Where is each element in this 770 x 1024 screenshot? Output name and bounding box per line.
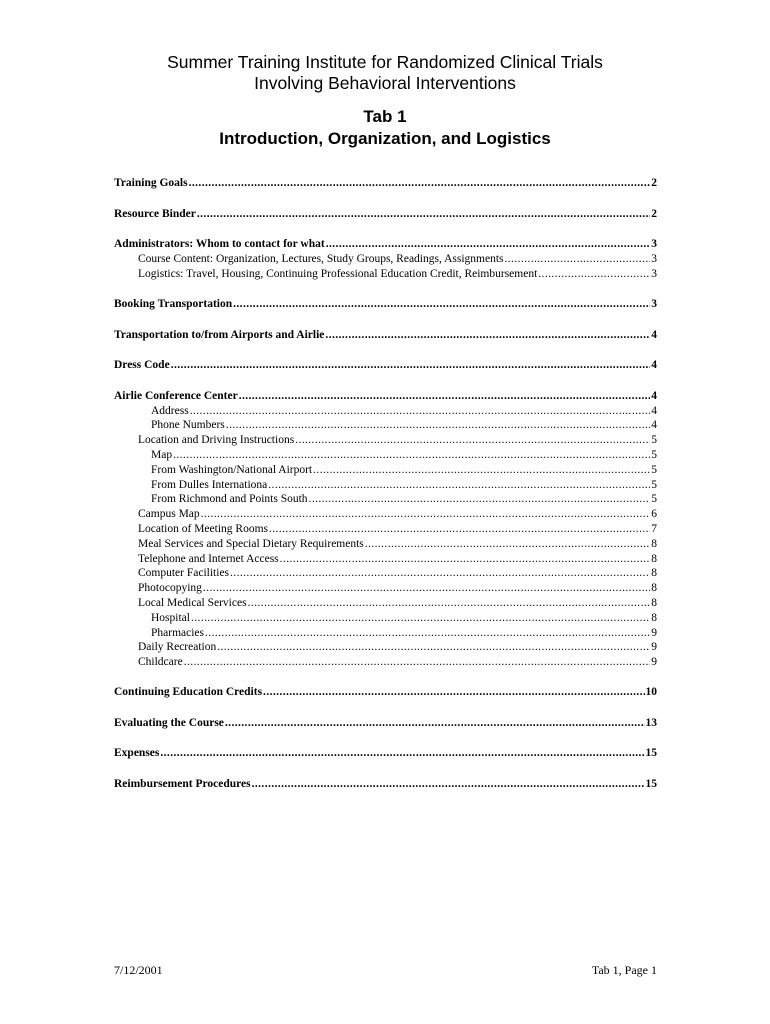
toc-entry-page: 8 (651, 537, 657, 550)
toc-entry-label: Photocopying (138, 582, 202, 595)
toc-section-entry (114, 746, 657, 761)
toc-subsection-entry (114, 267, 657, 282)
document-header (0, 52, 770, 150)
toc-entry-page: 4 (651, 389, 657, 402)
toc-spacer (114, 282, 657, 298)
toc-entry-page: 8 (651, 582, 657, 595)
toc-entry-label: Training Goals (114, 177, 188, 189)
toc-entry-label: Address (151, 404, 189, 417)
toc-entry-page: 4 (651, 404, 657, 417)
toc-leader-dots (295, 433, 650, 448)
toc-leader-dots (325, 328, 650, 343)
toc-leader-dots (203, 581, 650, 596)
toc-spacer (114, 373, 657, 389)
toc-entry-label: Transportation to/from Airports and Airlie (114, 328, 325, 341)
toc-entry-label: Resource Binder (114, 207, 196, 220)
toc-spacer (114, 670, 657, 686)
toc-subsection-entry (114, 640, 657, 655)
toc-entry-label: From Washington/National Airport (151, 463, 313, 476)
toc-entry-label: Pharmacies (151, 626, 205, 639)
toc-spacer (114, 191, 657, 207)
toc-section-entry (114, 176, 657, 191)
toc-leader-dots (225, 716, 645, 731)
toc-subsection-entry (114, 418, 657, 433)
toc-entry-label: Location of Meeting Rooms (138, 522, 268, 535)
toc-leader-dots (191, 611, 650, 626)
toc-leader-dots (197, 207, 650, 222)
toc-entry-page: 15 (645, 747, 657, 760)
toc-entry-page: 9 (651, 641, 657, 654)
toc-subsection-entry (114, 507, 657, 522)
toc-section-entry (114, 328, 657, 343)
toc-entry-label: Meal Services and Special Dietary Requirements (138, 537, 364, 550)
toc-leader-dots (189, 176, 651, 191)
toc-entry-label: Administrators: Whom to contact for what (114, 238, 325, 250)
toc-leader-dots (309, 492, 651, 507)
toc-leader-dots (160, 746, 644, 761)
toc-subsection-entry (114, 611, 657, 626)
toc-section-entry (114, 716, 657, 731)
toc-entry-page: 6 (651, 508, 657, 521)
toc-entry-page: 3 (651, 298, 657, 311)
toc-entry-label: Computer Facilities (138, 567, 230, 580)
toc-subsection-entry (114, 581, 657, 596)
toc-subsection-entry (114, 478, 657, 493)
toc-entry-label: Campus Map (138, 508, 200, 521)
toc-entry-page: 5 (651, 493, 657, 506)
toc-entry-label: Location and Driving Instructions (138, 434, 295, 447)
toc-leader-dots (226, 418, 650, 433)
toc-entry-page: 13 (645, 716, 657, 729)
toc-entry-page: 5 (651, 478, 657, 491)
toc-leader-dots (263, 685, 644, 700)
toc-subsection-entry (114, 566, 657, 581)
toc-entry-page: 5 (651, 448, 657, 461)
toc-leader-dots (239, 389, 651, 404)
toc-entry-page: 15 (645, 777, 657, 790)
toc-leader-dots (280, 552, 651, 567)
toc-subsection-entry (114, 433, 657, 448)
tab-label: Tab 1 (363, 107, 407, 126)
toc-entry-page: 2 (651, 207, 657, 220)
document-title-line-1: Summer Training Institute for Randomized Clinical Trials (167, 52, 603, 72)
toc-leader-dots (201, 507, 651, 522)
toc-leader-dots (326, 237, 651, 252)
toc-spacer (114, 700, 657, 716)
toc-section-entry (114, 297, 657, 312)
toc-entry-page: 3 (651, 267, 657, 280)
toc-entry-label: Continuing Education Credits (114, 686, 263, 699)
document-title-line-2: Involving Behavioral Interventions (254, 73, 516, 93)
toc-leader-dots (252, 777, 645, 792)
toc-entry-page: 8 (651, 567, 657, 580)
toc-subsection-entry (114, 552, 657, 567)
toc-section-entry (114, 685, 657, 700)
toc-leader-dots (173, 448, 650, 463)
toc-entry-label: From Richmond and Points South (151, 493, 308, 506)
toc-spacer (114, 761, 657, 777)
toc-entry-label: Phone Numbers (151, 419, 225, 432)
toc-leader-dots (190, 404, 651, 419)
toc-entry-page: 4 (651, 359, 657, 372)
toc-subsection-entry (114, 655, 657, 670)
toc-entry-page: 5 (651, 463, 657, 476)
toc-entry-page: 5 (651, 434, 657, 447)
table-of-contents (114, 176, 657, 792)
footer-page-number: Tab 1, Page 1 (591, 963, 657, 977)
toc-entry-label: Evaluating the Course (114, 716, 224, 729)
toc-entry-page: 8 (651, 552, 657, 565)
tab-title: Introduction, Organization, and Logistics (219, 129, 551, 148)
toc-entry-label: Telephone and Internet Access (138, 552, 279, 565)
toc-entry-label: Daily Recreation (138, 641, 217, 654)
toc-subsection-entry (114, 522, 657, 537)
toc-leader-dots (230, 566, 650, 581)
toc-entry-label: Reimbursement Procedures (114, 777, 251, 790)
toc-leader-dots (184, 655, 651, 670)
toc-entry-label: Map (151, 448, 173, 461)
toc-entry-label: Hospital (151, 611, 190, 624)
toc-entry-label: Dress Code (114, 359, 170, 372)
toc-leader-dots (217, 640, 650, 655)
toc-subsection-entry (114, 404, 657, 419)
toc-leader-dots (505, 252, 651, 267)
toc-subsection-entry (114, 448, 657, 463)
toc-spacer (114, 222, 657, 238)
toc-subsection-entry (114, 626, 657, 641)
toc-subsection-entry (114, 596, 657, 611)
toc-section-entry (114, 358, 657, 373)
toc-subsection-entry (114, 537, 657, 552)
footer-date: 7/12/2001 (114, 963, 163, 977)
toc-leader-dots (248, 596, 651, 611)
toc-leader-dots (538, 267, 650, 282)
toc-entry-label: Childcare (138, 656, 183, 669)
toc-section-entry (114, 777, 657, 792)
toc-entry-label: From Dulles Internationa (151, 478, 268, 491)
toc-entry-label: Expenses (114, 747, 160, 760)
toc-entry-page: 9 (651, 656, 657, 669)
toc-entry-page: 4 (651, 419, 657, 432)
toc-entry-page: 10 (645, 686, 657, 699)
toc-entry-page: 8 (651, 596, 657, 609)
toc-leader-dots (269, 522, 650, 537)
toc-entry-label: Airlie Conference Center (114, 389, 238, 402)
toc-spacer (114, 731, 657, 747)
toc-leader-dots (171, 358, 651, 373)
toc-spacer (114, 312, 657, 328)
toc-section-entry (114, 389, 657, 404)
toc-subsection-entry (114, 252, 657, 267)
toc-entry-page: 9 (651, 626, 657, 639)
toc-section-entry (114, 207, 657, 222)
toc-entry-label: Logistics: Travel, Housing, Continuing Professional Education Credit, Reimbursement (138, 267, 538, 280)
toc-leader-dots (233, 297, 650, 312)
toc-leader-dots (268, 478, 650, 493)
toc-subsection-entry (114, 492, 657, 507)
toc-leader-dots (205, 626, 650, 641)
toc-subsection-entry (114, 463, 657, 478)
toc-entry-label: Course Content: Organization, Lectures, Study Groups, Readings, Assignments (138, 253, 504, 265)
toc-entry-page: 3 (651, 253, 657, 265)
toc-entry-page: 4 (651, 328, 657, 341)
toc-leader-dots (313, 463, 650, 478)
toc-section-entry (114, 237, 657, 252)
toc-entry-page: 8 (651, 611, 657, 624)
toc-spacer (114, 343, 657, 359)
toc-entry-page: 3 (651, 238, 657, 250)
toc-entry-page: 2 (651, 177, 657, 189)
toc-entry-page: 7 (651, 522, 657, 535)
toc-leader-dots (365, 537, 650, 552)
toc-entry-label: Booking Transportation (114, 298, 233, 311)
toc-entry-label: Local Medical Services (138, 596, 247, 609)
